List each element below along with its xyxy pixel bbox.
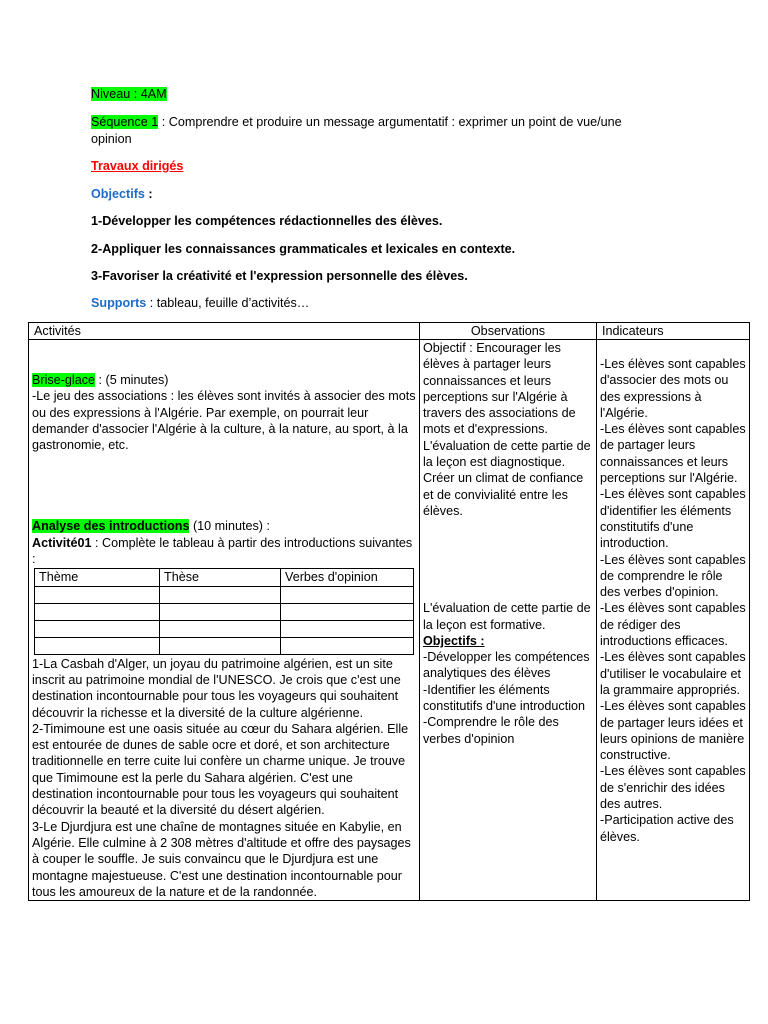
inner-cell[interactable] xyxy=(160,620,281,637)
observation-objectif-2: -Identifier les éléments constitutifs d'une introduction xyxy=(423,682,586,714)
indicateur-item: -Participation active des élèves. xyxy=(600,813,734,844)
niveau-line xyxy=(91,86,691,103)
intro-analysis-table xyxy=(34,568,414,654)
objectifs-line xyxy=(91,186,691,203)
brise-glace-heading xyxy=(32,372,416,388)
objectif-3: 3-Favoriser la créativité et l'expression personnelle des élèves. xyxy=(91,269,468,283)
observation-objectif-1: -Développer les compétences analytiques des élèves xyxy=(423,650,590,681)
travaux-line xyxy=(91,158,691,175)
brise-glace-time: : (5 minutes) xyxy=(95,373,169,387)
introduction-1-text: 1-La Casbah d'Alger, un joyau du patrimoine algérien, est un site inscrit au patrimoine mondial de l'UNESCO. Je crois que c'est une destination incontournable pour tous les voyageurs qui souhaitent découvrir la richesse et la diversité de la culture algérienne. xyxy=(32,656,401,720)
analyse-time: (10 minutes) : xyxy=(189,519,270,534)
header-activites: Activités xyxy=(29,323,420,340)
indicateur-item: -Les élèves sont capables d'identifier les éléments constitutifs d'une introduction. xyxy=(600,487,746,551)
indicateur-item: -Les élèves sont capables de partager leurs idées et leurs opinions de manière constructive. xyxy=(600,699,746,763)
introduction-2-text: 2-Timimoune est une oasis située au cœur du Sahara algérien. Elle est entourée de dunes de sable ocre et doré, et son architecture traditionnelle en terre cuite lui confère un charme unique. Je trouve que Timimoune est la perle du Sahara algérien. C'est une destination incontournable pour tous les voyageurs qui souhaitent découvrir la beauté et la diversité du désert algérien. xyxy=(32,721,409,818)
travaux-title: Travaux dirigés xyxy=(91,159,184,173)
introduction-3-text: 3-Le Djurdjura est une chaîne de montagnes située en Kabylie, en Algérie. Elle culmine à 2 308 mètres d'altitude et offre des paysages à couper le souffle. Je suis convaincu que le Djurdjura est une montagne majestueuse. C'est une destination incontournable pour tous les amoureux de la nature et de la randonnée. xyxy=(32,819,411,899)
inner-empty-row xyxy=(35,586,414,603)
inner-cell[interactable] xyxy=(35,603,160,620)
inner-empty-row xyxy=(35,603,414,620)
brise-glace-label: Brise-glace xyxy=(32,373,95,387)
inner-cell[interactable] xyxy=(35,586,160,603)
analyse-label: Analyse des introductions xyxy=(32,519,190,534)
indicateur-item: -Les élèves sont capables de comprendre le rôle des verbes d'opinion. xyxy=(600,552,746,600)
header-observations: Observations xyxy=(420,323,597,340)
sequence-label: Séquence 1 xyxy=(91,115,159,129)
activite01-instruction xyxy=(32,535,416,568)
inner-empty-row xyxy=(35,620,414,637)
objectif-1: 1-Développer les compétences rédactionnelles des élèves. xyxy=(91,214,443,228)
supports-text: : tableau, feuille d’activités… xyxy=(146,296,310,310)
inner-cell[interactable] xyxy=(281,637,414,654)
indicateur-item: -Les élèves sont capables de partager leurs connaissances et leurs perceptions sur l'Algérie. xyxy=(600,422,746,486)
inner-cell[interactable] xyxy=(281,603,414,620)
observations-cell xyxy=(420,340,597,901)
indicateurs-cell xyxy=(597,340,750,901)
lesson-table xyxy=(28,322,750,901)
sequence-line xyxy=(91,114,651,148)
objectif-2: 2-Appliquer les connaissances grammaticales et lexicales en contexte. xyxy=(91,242,516,256)
activites-cell xyxy=(29,340,420,901)
inner-empty-row xyxy=(35,637,414,654)
observation-evaluation-diagnostique: L'évaluation de cette partie de la leçon est diagnostique. xyxy=(423,438,591,470)
inner-cell[interactable] xyxy=(35,637,160,654)
analyse-heading xyxy=(32,518,416,534)
indicateur-item: -Les élèves sont capables d'utiliser le vocabulaire et la grammaire appropriés. xyxy=(600,650,746,697)
inner-cell[interactable] xyxy=(160,586,281,603)
inner-header-verbes: Verbes d'opinion xyxy=(281,569,414,586)
observation-objectifs-label: Objectifs : xyxy=(423,633,485,648)
indicateur-item: -Les élèves sont capables de s'enrichir des idées des autres. xyxy=(600,764,746,812)
sequence-text: : Comprendre et produire un message argumentatif : exprimer un point de vue/une opinion xyxy=(91,115,622,146)
observation-climat: Créer un climat de confiance et de convivialité entre les élèves. xyxy=(423,471,584,518)
inner-header-these: Thèse xyxy=(160,569,281,586)
inner-cell[interactable] xyxy=(160,637,281,654)
inner-header-theme: Thème xyxy=(35,569,160,586)
brise-glace-text: -Le jeu des associations : les élèves sont invités à associer des mots ou des expressions à l'Algérie. Par exemple, on pourrait leur demander d'associer l'Algérie à la culture, à la nature, au sport, à la gastronomie, etc. xyxy=(32,389,416,453)
observation-evaluation-formative: L'évaluation de cette partie de la leçon est formative. xyxy=(423,601,591,632)
objectifs-colon: : xyxy=(144,187,153,201)
niveau-label: Niveau : 4AM xyxy=(91,87,167,101)
observation-objectif: Objectif : Encourager les élèves à partager leurs connaissances et leurs perceptions sur l'Algérie à travers des associations de mots et d'expressions. xyxy=(423,341,576,437)
objectifs-label: Objectifs xyxy=(91,187,145,201)
inner-cell[interactable] xyxy=(281,620,414,637)
activite01-text: : Complète le tableau à partir des introductions suivantes : xyxy=(32,535,413,567)
lesson-table-row xyxy=(29,340,750,901)
supports-line xyxy=(91,295,691,312)
observation-objectif-3: -Comprendre le rôle des verbes d'opinion xyxy=(423,715,559,746)
lesson-table-header xyxy=(29,323,750,340)
indicateur-item: -Les élèves sont capables de rédiger des introductions efficaces. xyxy=(600,601,746,649)
inner-cell[interactable] xyxy=(281,586,414,603)
inner-cell[interactable] xyxy=(160,603,281,620)
inner-cell[interactable] xyxy=(35,620,160,637)
activite01-label: Activité01 xyxy=(32,535,92,550)
header-indicateurs: Indicateurs xyxy=(597,323,750,340)
supports-label: Supports xyxy=(91,296,147,310)
indicateur-item: -Les élèves sont capables d'associer des mots ou des expressions à l'Algérie. xyxy=(600,357,746,420)
